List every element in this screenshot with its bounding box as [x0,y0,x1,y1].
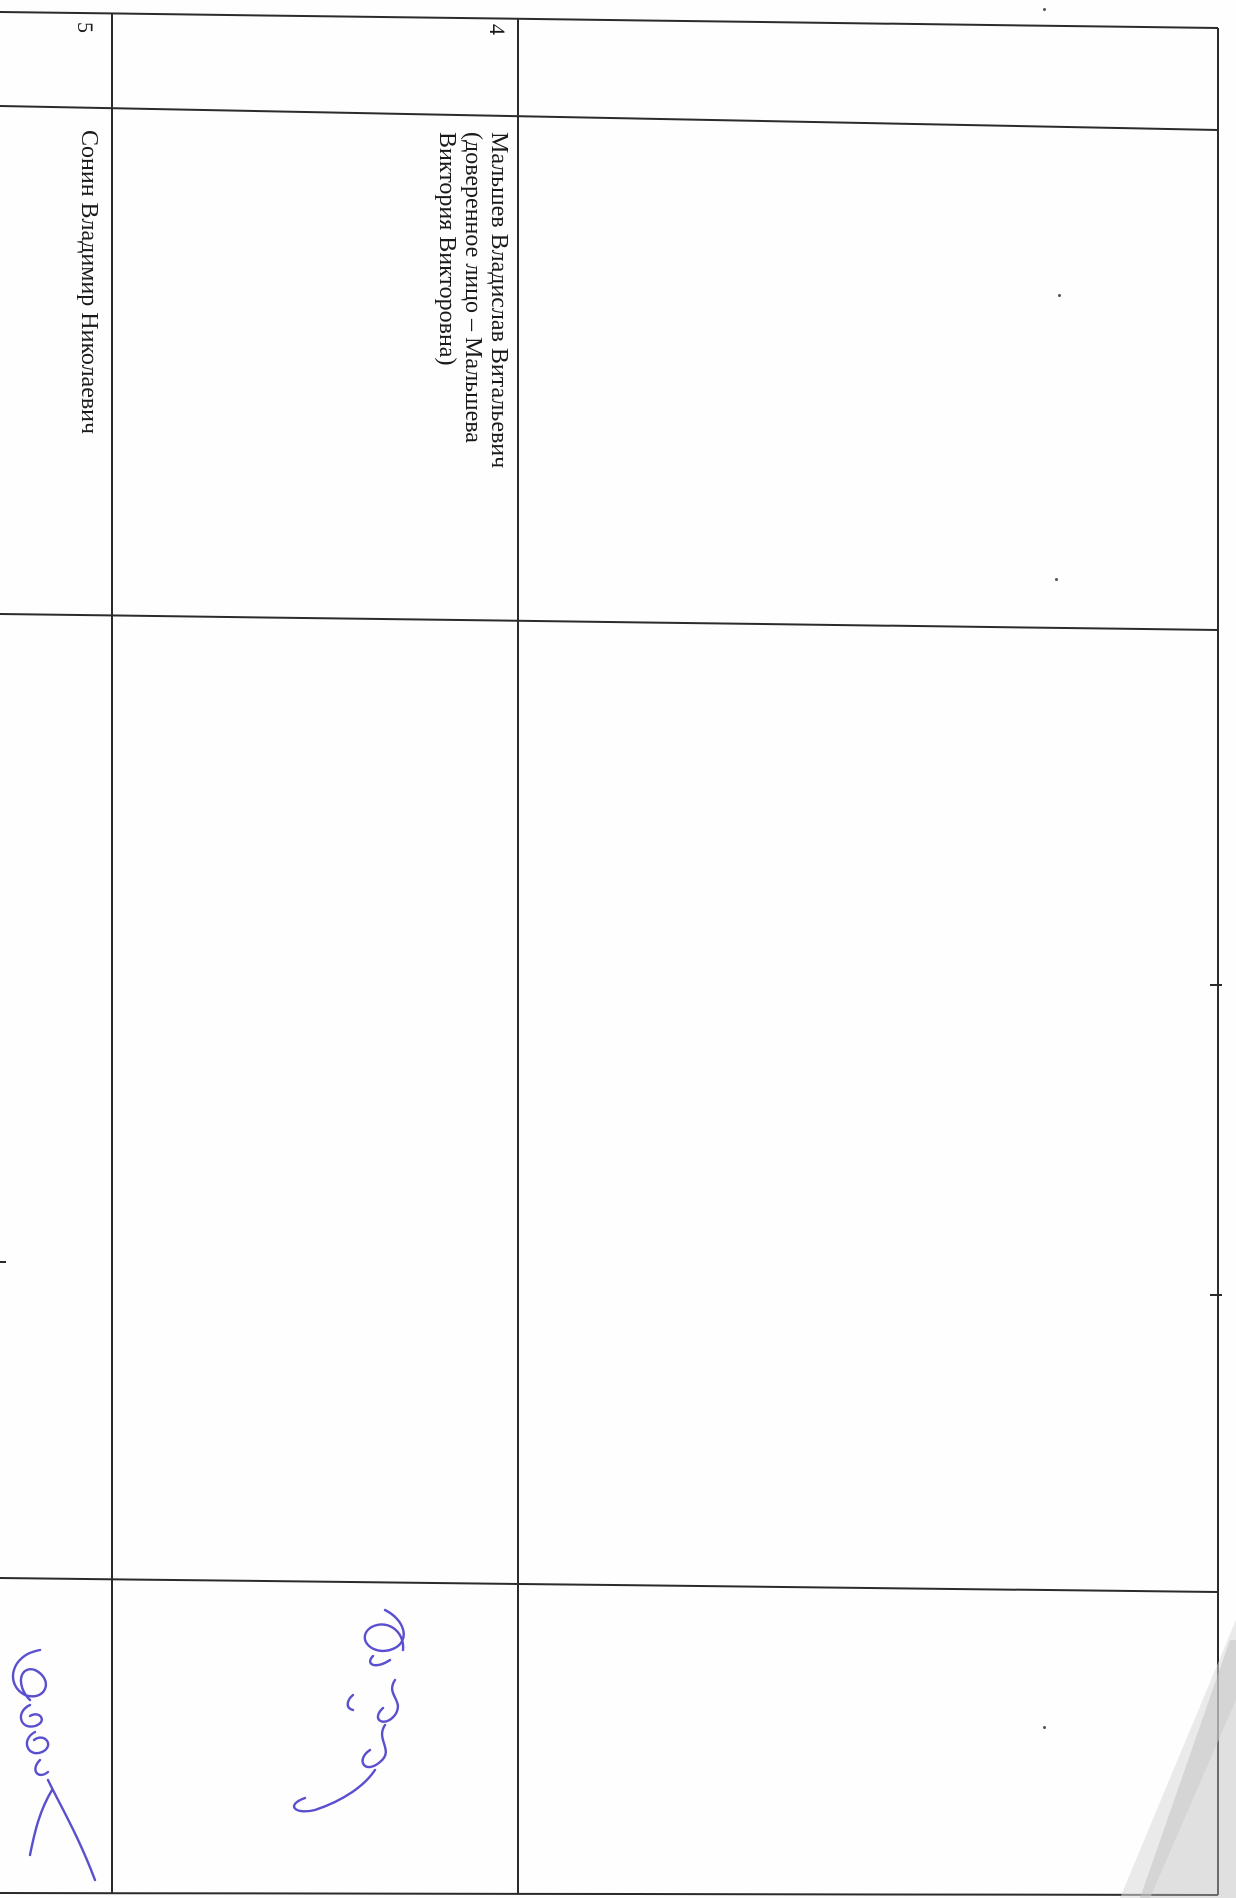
scan-speck [1055,578,1058,581]
row-name-4-line-1: Мальшев Владислав Витальевич [486,132,512,469]
row-name-5 [76,130,102,434]
row-name-4-line-3: Виктория Викторовна) [434,132,460,366]
row-name-4 [434,132,512,468]
row-name-4-line-2: (доверенное лицо – Мальшева [460,132,486,443]
signature-row-4 [235,1600,425,1820]
scan-speck [1043,8,1046,11]
table-top-rule [0,12,1218,28]
scan-speck [1058,294,1061,297]
table-bottom-rule [0,1893,1218,1895]
row-number-4: 4 [485,24,510,35]
row-name-5-line-1: Сонин Владимир Николаевич [76,130,102,435]
scan-speck [1043,1726,1046,1729]
col-separator-signature [0,1578,1218,1592]
col-separator-name [0,614,1218,630]
signature-row-5 [0,1640,100,1890]
page-curl-edge [1140,1640,1236,1898]
row-number-5: 5 [73,22,98,33]
col-separator-number [0,106,1218,130]
